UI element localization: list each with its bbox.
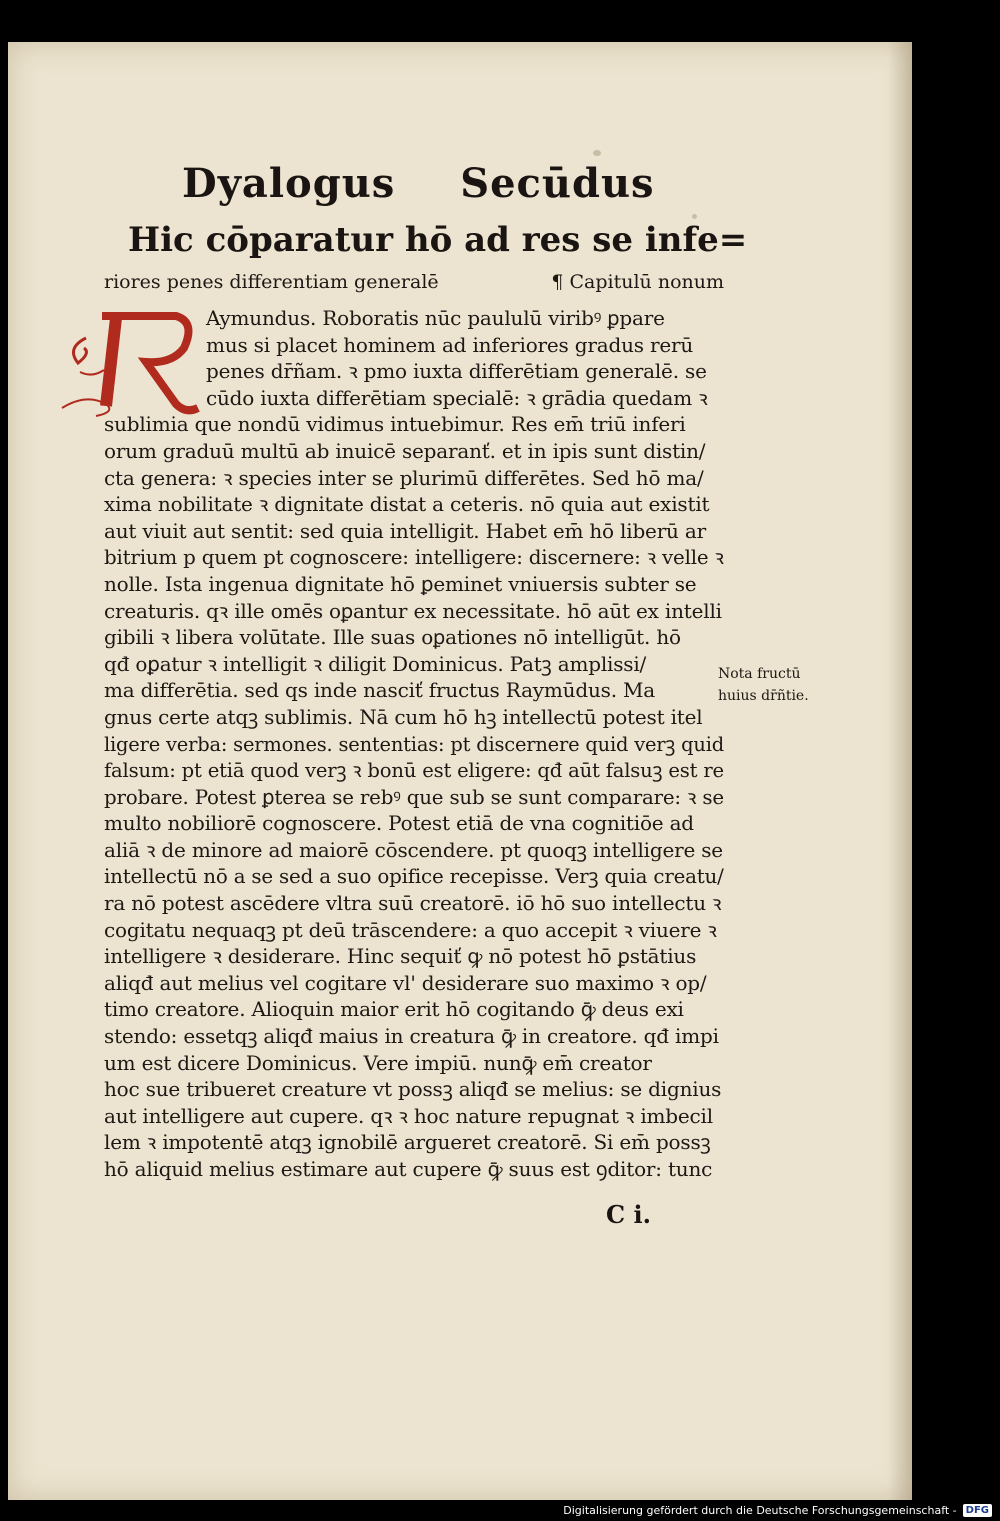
text-line: intelligere ꝛ desiderare. Hinc sequiť ꝙ nō potest hō ꝑstātius [104,944,697,969]
text-line: timo creatore. Alioquin maior erit hō cogitando ꝙ̄ deus exi [104,997,684,1022]
text-line-content: bitrium p quem pt cognoscere: intelligere: discernere: ꝛ velle ꝛ [104,545,724,570]
text-line: aut intelligere aut cupere. qꝛ ꝛ hoc nature repugnat ꝛ imbecil [104,1103,713,1128]
chapter-heading: Hic cōparatur hō ad res se infe= [128,220,748,260]
page-edge-shadow [888,42,912,1500]
text-line-content: probare. Potest ꝑterea se rebꝰ que sub se sunt comparare: ꝛ se [104,784,724,809]
margin-note [718,663,858,707]
text-line: multo nobiliorē cognoscere. Potest etiā de vna cognitiōe ad [104,811,694,836]
text-line-content: intellectū nō a se sed a suo opifice recepisse. Verꝫ quia creatu/ [104,864,724,889]
dfg-logo-icon: DFG [963,1504,992,1517]
text-line: cta genera: ꝛ species inter se plurimū differētes. Sed hō ma/ [104,465,704,490]
text-line: um est dicere Dominicus. Vere impiū. nunꝙ̄ em̄ creator [104,1050,652,1075]
signature-mark: C i. [606,1200,651,1229]
paper-blemish [692,214,697,219]
text-line: sublimia que nondū vidimus intuebimur. Res em̄ triū inferi [104,412,686,437]
text-line: ra nō potest ascēdere vltra suū creatorē. iō hō suo intellectu ꝛ [104,891,722,916]
text-line: cūdo iuxta differētiam specialē: ꝛ grādia quedam ꝛ [206,385,708,410]
text-line: gibili ꝛ libera volūtate. Ille suas oꝑationes nō intelligūt. hō [104,625,681,650]
text-line: aliā ꝛ de minore ad maiorē cōscendere. pt quoqꝫ intelligere se [104,837,723,862]
footer-credit: Digitalisierung gefördert durch die Deutsche Forschungsgemeinschaft - [563,1503,957,1517]
text-line: ma differētia. sed qs inde nasciť fructus Raymūdus. Ma [104,678,656,703]
text-line-content: ligere verba: sermones. sententias: pt discernere quid verꝫ quid [104,731,724,756]
text-line [104,757,724,784]
text-line: penes dr̄ñam. ꝛ pmo iuxta differētiam generalē. se [206,359,707,384]
text-line-content: falsum: pt etiā quod verꝫ ꝛ bonū est eligere: qđ aūt falsuꝫ est re [104,758,724,783]
text-line: xima nobilitate ꝛ dignitate distat a ceteris. nō quia aut existit [104,492,710,517]
main-text-block [104,305,724,1183]
chapter-number: ¶ Capitulū nonum [551,271,724,293]
text-line: mus si placet hominem ad inferiores gradus rerū [206,332,694,357]
paper-blemish [593,150,601,156]
text-line: Aymundus. Roboratis nūc paululū viribꝰ ꝑpare [206,306,665,330]
text-line: creaturis. qꝛ ille omēs oꝑantur ex necessitate. hō aūt ex intelli [104,598,722,623]
text-line: gnus certe atqꝫ sublimis. Nā cum hō hꝫ intellectū potest itel [104,704,703,729]
text-line [104,863,724,890]
text-line: cogitatu nequaqꝫ pt deū trāscendere: a quo accepit ꝛ viuere ꝛ [104,917,717,942]
text-line [104,784,724,811]
margin-note-line: huius dr̄ñtie. [718,688,809,704]
text-line: stendo: essetqꝫ aliqđ maius in creatura ꝙ̄ in creatore. qđ impi [104,1024,719,1049]
dialogue-title: Dyalogus Secūdus [182,160,655,207]
text-line: hō aliquid melius estimare aut cupere ꝙ̄ suus est ꝯditor: tunc [104,1157,713,1181]
subtitle-text: riores penes differentiam generalē [104,271,439,293]
text-line: aut viuit aut sentit: sed quia intelligit. Habet em̄ hō liberū ar [104,518,706,543]
text-line: aliqđ aut melius vel cogitare vl' desiderare suo maximo ꝛ op/ [104,970,707,995]
text-line: lem ꝛ impotentē atqꝫ ignobilē argueret creatorē. Si em̄ possꝫ [104,1130,711,1155]
text-line [104,731,724,758]
digitization-footer [563,1501,992,1519]
text-line: orum graduū multū ab inuicē separanť. et in ipis sunt distin/ [104,438,706,463]
chapter-subtitle [104,271,724,293]
text-line: nolle. Ista ingenua dignitate hō ꝑeminet vniuersis subter se [104,571,697,596]
text-line [104,544,724,571]
text-line: qđ oꝑatur ꝛ intelligit ꝛ diligit Dominicus. Patꝫ amplissi/ [104,651,647,676]
text-line: hoc sue tribueret creature vt possꝫ aliqđ se melius: se dignius [104,1077,722,1102]
margin-note-line: Nota fructū [718,666,801,682]
